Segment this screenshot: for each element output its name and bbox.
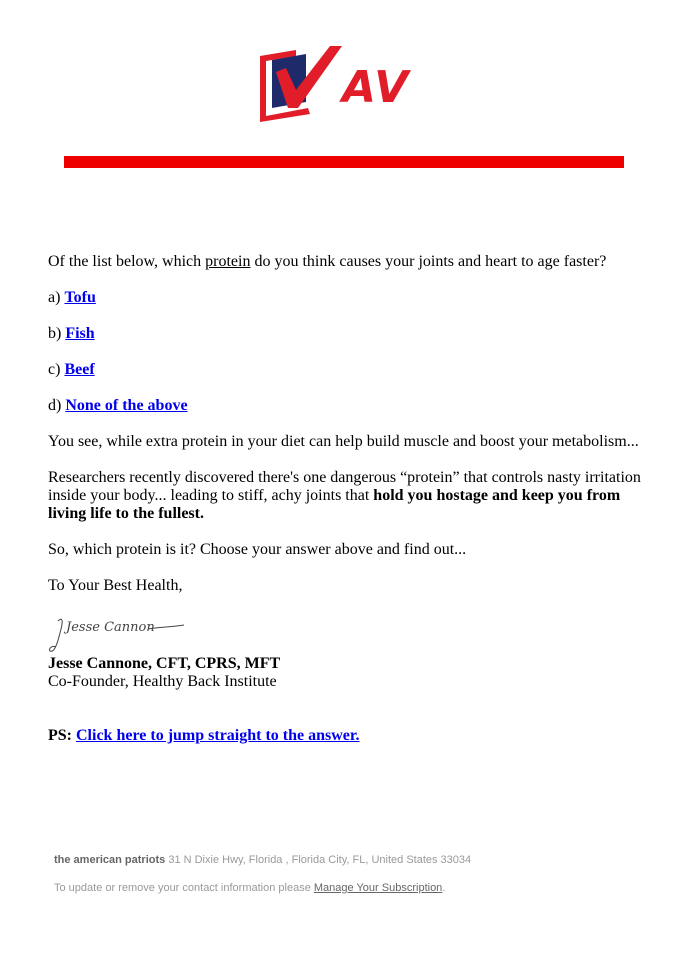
answer-link[interactable]: Click here to jump straight to the answer. bbox=[76, 727, 360, 744]
question-text: Of the list below, which protein do you think causes your joints and heart to age faster? bbox=[48, 253, 607, 270]
brand-logo bbox=[258, 46, 430, 124]
email-footer bbox=[54, 853, 654, 909]
paragraph-2: Researchers recently discovered there's one dangerous “protein” that controls nasty irritation inside your body... leading to stiff, achy joints that hold you hostage and keep you from living life to the fullest. bbox=[48, 469, 641, 522]
signature-image bbox=[48, 607, 648, 659]
question-keyword: protein bbox=[205, 253, 251, 270]
header-divider-bar bbox=[64, 156, 624, 168]
signature-icon bbox=[48, 607, 188, 659]
logo-text: AV bbox=[342, 62, 410, 113]
option-c-link[interactable]: Beef bbox=[64, 361, 95, 378]
footer-address: the american patriots 31 N Dixie Hwy, Florida , Florida City, FL, United States 33034 bbox=[54, 854, 472, 866]
paragraph-1: You see, while extra protein in your diet can help build muscle and boost your metabolism... bbox=[48, 433, 639, 450]
option-d-link[interactable]: None of the above bbox=[65, 397, 188, 414]
option-d: d) None of the above bbox=[48, 397, 188, 414]
footer-org-name: the american patriots bbox=[54, 854, 166, 866]
option-b-link[interactable]: Fish bbox=[65, 325, 95, 342]
signer-block bbox=[48, 655, 648, 691]
footer-unsubscribe: To update or remove your contact information please Manage Your Subscription. bbox=[54, 882, 446, 894]
signature-text: Jesse Cannon bbox=[66, 620, 155, 635]
closing-line: To Your Best Health, bbox=[48, 577, 183, 594]
manage-subscription-link[interactable]: Manage Your Subscription bbox=[313, 882, 443, 894]
ps-label: PS: bbox=[48, 727, 72, 744]
option-c: c) Beef bbox=[48, 361, 95, 378]
option-a: a) Tofu bbox=[48, 289, 96, 306]
ps-line bbox=[48, 727, 648, 745]
paragraph-3: So, which protein is it? Choose your answer above and find out... bbox=[48, 541, 467, 558]
paragraph-2-emphasis: hold you hostage and keep you from living life to the fullest. bbox=[48, 487, 621, 522]
email-body bbox=[48, 253, 648, 763]
signer-title: Co-Founder, Healthy Back Institute bbox=[48, 673, 277, 690]
option-a-link[interactable]: Tofu bbox=[64, 289, 96, 306]
signer-name: Jesse Cannone, CFT, CPRS, MFT bbox=[48, 655, 281, 672]
option-b: b) Fish bbox=[48, 325, 95, 342]
